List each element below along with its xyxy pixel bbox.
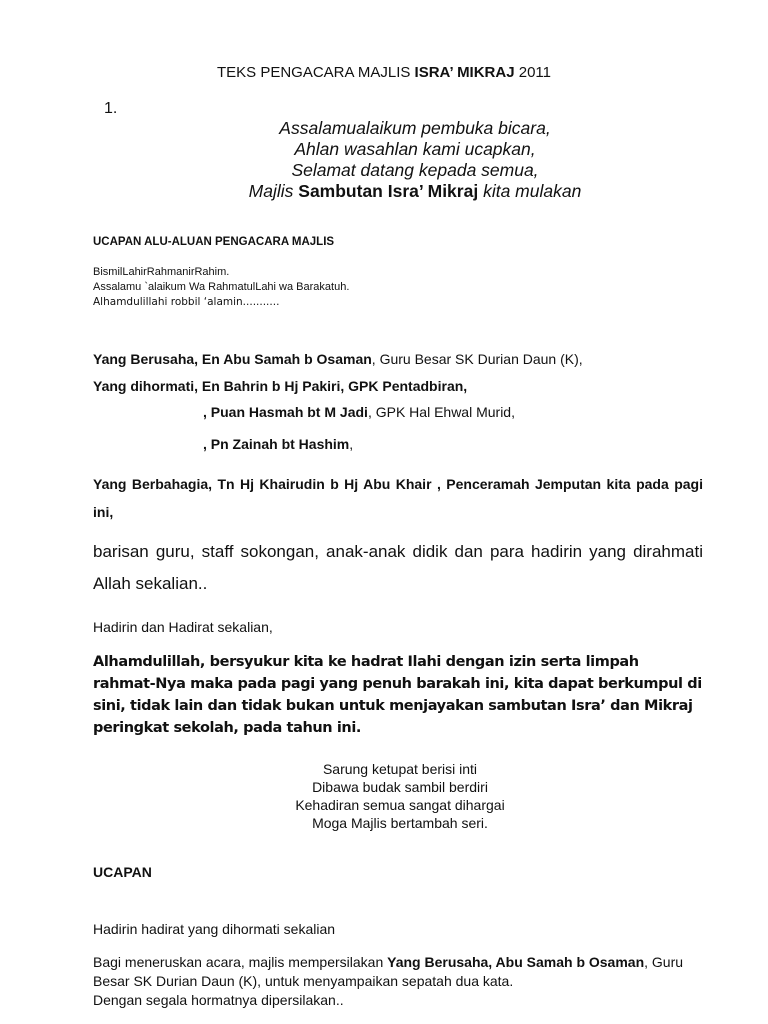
greeting-line: Yang Berusaha, En Abu Samah b Osaman, Guru Besar SK Durian Daun (K),: [93, 351, 583, 367]
pantun-line: Sarung ketupat berisi inti: [322, 761, 478, 777]
closing-paragraph: Bagi meneruskan acara, majlis mempersilakan Yang Berusaha, Abu Samah b Osaman, Guru Besar SK Durian Daun (K), untuk menyampaikan sepatah dua kata. Dengan segala hormatnya dipersilakan..: [93, 954, 684, 1008]
greeting-line: Yang dihormati, En Bahrin b Hj Pakiri, GPK Pentadbiran,: [93, 378, 468, 394]
salutations: [93, 265, 349, 310]
greeting-line: , Puan Hasmah bt M Jadi, GPK Hal Ehwal Murid,: [203, 404, 515, 420]
pantun-line: Dibawa budak sambil berdiri: [312, 779, 488, 795]
list-number: 1.: [104, 100, 118, 117]
verse-line: Assalamualaikum pembuka bicara,: [279, 118, 551, 138]
pantun-line: Kehadiran semua sangat dihargai: [295, 797, 505, 813]
opening-verse: [0, 118, 768, 202]
page-title: TEKS PENGACARA MAJLIS ISRA’ MIKRAJ 2011: [216, 64, 552, 81]
pantun-verse: [0, 760, 768, 832]
verse-line: Ahlan wasahlan kami ucapkan,: [294, 139, 536, 159]
verse-line: Majlis Sambutan Isra’ Mikraj kita mulakan: [248, 181, 582, 201]
salutation-line: BismilLahirRahmanirRahim.: [93, 266, 230, 278]
verse-line: Selamat datang kepada semua,: [291, 160, 539, 180]
audience-paragraph: barisan guru, staff sokongan, anak-anak didik dan para hadirin yang dirahmati Allah sekalian..: [93, 542, 703, 593]
hadirin-line-2: Hadirin hadirat yang dihormati sekalian: [93, 921, 336, 937]
greeting-line: Yang Berbahagia, Tn Hj Khairudin b Hj Abu Khair , Penceramah Jemputan kita pada pagi ini,: [93, 476, 703, 520]
salutation-line: Alhamdulillahi robbil ‘alamin...........: [93, 296, 280, 308]
ucapan-heading: UCAPAN: [93, 864, 152, 880]
pantun-line: Moga Majlis bertambah seri.: [312, 815, 488, 831]
gratitude-paragraph: Alhamdulillah, bersyukur kita ke hadrat Ilahi dengan izin serta limpah rahmat-Nya maka pada pagi yang penuh barakah ini, kita dapat berkumpul di sini, tidak lain dan tidak bukan untuk menjayakan sambutan Isra’ dan Mikraj peringkat sekolah, pada tahun ini.: [93, 654, 702, 736]
hadirin-line: Hadirin dan Hadirat sekalian,: [93, 619, 273, 635]
salutation-line: Assalamu `alaikum Wa RahmatulLahi wa Barakatuh.: [93, 281, 350, 293]
greeting-line: , Pn Zainah bt Hashim,: [203, 436, 354, 452]
welcome-heading: UCAPAN ALU-ALUAN PENGACARA MAJLIS: [93, 236, 335, 248]
